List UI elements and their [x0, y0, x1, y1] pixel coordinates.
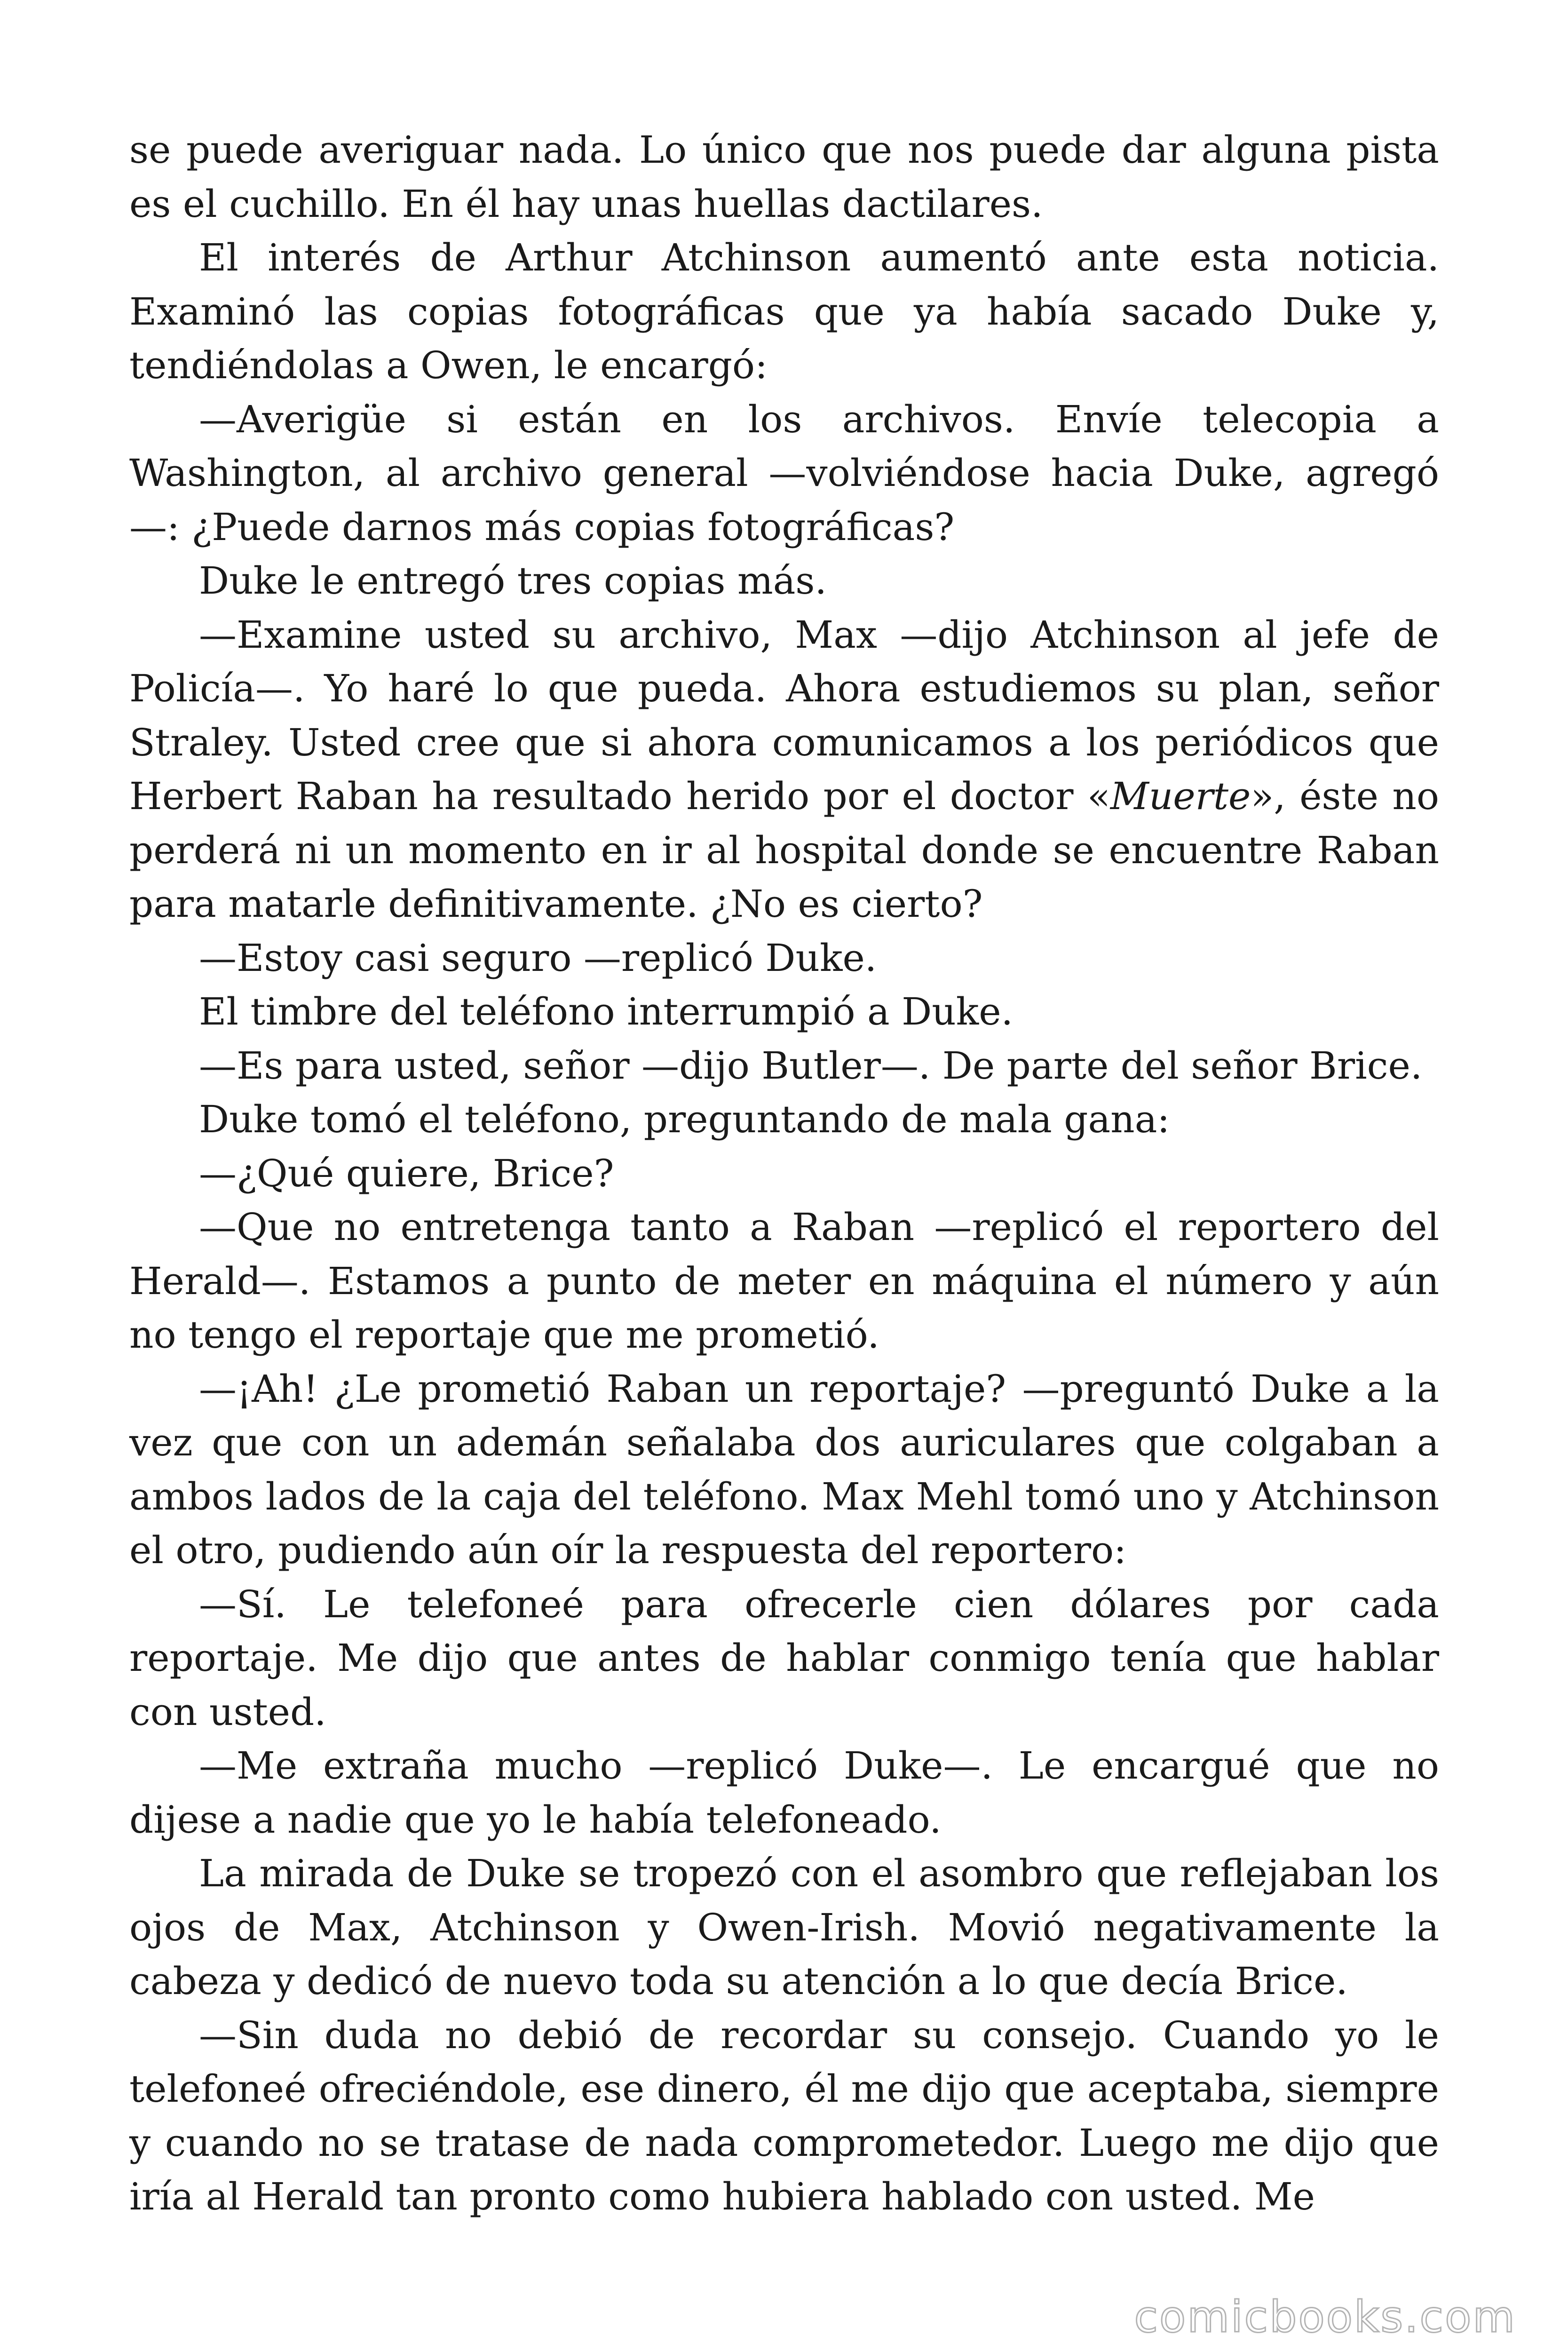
paragraph	[129, 931, 1439, 985]
paragraph	[129, 1578, 1439, 1740]
paragraph	[129, 1147, 1439, 1201]
text-segment: Duke tomó el teléfono, preguntando de mala gana:	[199, 1097, 1170, 1141]
text-segment: El timbre del teléfono interrumpió a Duke.	[199, 990, 1014, 1033]
paragraph	[129, 608, 1439, 931]
text-segment: El interés de Arthur Atchinson aumentó ante esta noticia. Examinó las copias fotográficas que ya había sacado Duke y, tendiéndolas a Owen, le encargó:	[129, 236, 1439, 387]
paragraph	[129, 123, 1439, 231]
paragraph	[129, 985, 1439, 1039]
text-segment: —Estoy casi seguro —replicó Duke.	[199, 936, 877, 980]
paragraph	[129, 2009, 1439, 2224]
text-segment: La mirada de Duke se tropezó con el asombro que reflejaban los ojos de Max, Atchinson y Owen-Irish. Movió negativamente la cabeza y dedicó de nuevo toda su atención a lo que decía Brice.	[129, 1851, 1439, 2003]
text-segment: —Sí. Le telefoneé para ofrecerle cien dólares por cada reportaje. Me dijo que antes de hablar conmigo tenía que hablar con usted.	[129, 1582, 1439, 1734]
body-text	[129, 123, 1439, 2224]
text-segment: —¿Qué quiere, Brice?	[199, 1151, 614, 1195]
watermark-logo: comicbooks.com	[1134, 2292, 1516, 2342]
paragraph	[129, 554, 1439, 608]
paragraph	[129, 231, 1439, 393]
text-segment: —Es para usted, señor —dijo Butler—. De parte del señor Brice.	[199, 1043, 1423, 1088]
italic-text: Muerte	[1110, 774, 1251, 818]
paragraph	[129, 1739, 1439, 1847]
paragraph	[129, 1847, 1439, 2009]
paragraph	[129, 1200, 1439, 1362]
paragraph	[129, 1039, 1439, 1093]
text-segment: —Averigüe si están en los archivos. Envíe telecopia a Washington, al archivo general —volviéndose hacia Duke, agregó —: ¿Puede darnos más copias fotográficas?	[129, 397, 1439, 549]
text-segment: —Examine usted su archivo, Max —dijo Atchinson al jefe de Policía—. Yo haré lo que pueda. Ahora estudiemos su plan, señor Straley. Usted cree que si ahora comunicamos a los periódicos que Herbert Raban ha resultado herido por el doctor «	[129, 612, 1439, 818]
paragraph	[129, 393, 1439, 555]
text-segment: —Que no entretenga tanto a Raban —replicó el reportero del Herald—. Estamos a punto de meter en máquina el número y aún no tengo el reportaje que me prometió.	[129, 1205, 1439, 1357]
text-segment: se puede averiguar nada. Lo único que nos puede dar alguna pista es el cuchillo. En él hay unas huellas dactilares.	[129, 128, 1439, 226]
text-segment: —¡Ah! ¿Le prometió Raban un reportaje? —preguntó Duke a la vez que con un ademán señalaba dos auriculares que colgaban a ambos lados de la caja del teléfono. Max Mehl tomó uno y Atchinson el otro, pudiendo aún oír la respuesta del reportero:	[129, 1367, 1439, 1572]
text-segment: —Me extraña mucho —replicó Duke—. Le encargué que no dijese a nadie que yo le había telefoneado.	[129, 1744, 1439, 1842]
text-segment: —Sin duda no debió de recordar su consejo. Cuando yo le telefoneé ofreciéndole, ese dinero, él me dijo que aceptaba, siempre y cuando no se tratase de nada comprometedor. Luego me dijo que iría al Herald tan pronto como hubiera hablado con usted. Me	[129, 2013, 1439, 2218]
text-segment: », éste no perderá ni un momento en ir al hospital donde se encuentre Raban para matarle definitivamente. ¿No es cierto?	[129, 774, 1440, 926]
paragraph	[129, 1093, 1439, 1147]
paragraph	[129, 1362, 1439, 1578]
text-segment: Duke le entregó tres copias más.	[199, 559, 827, 603]
